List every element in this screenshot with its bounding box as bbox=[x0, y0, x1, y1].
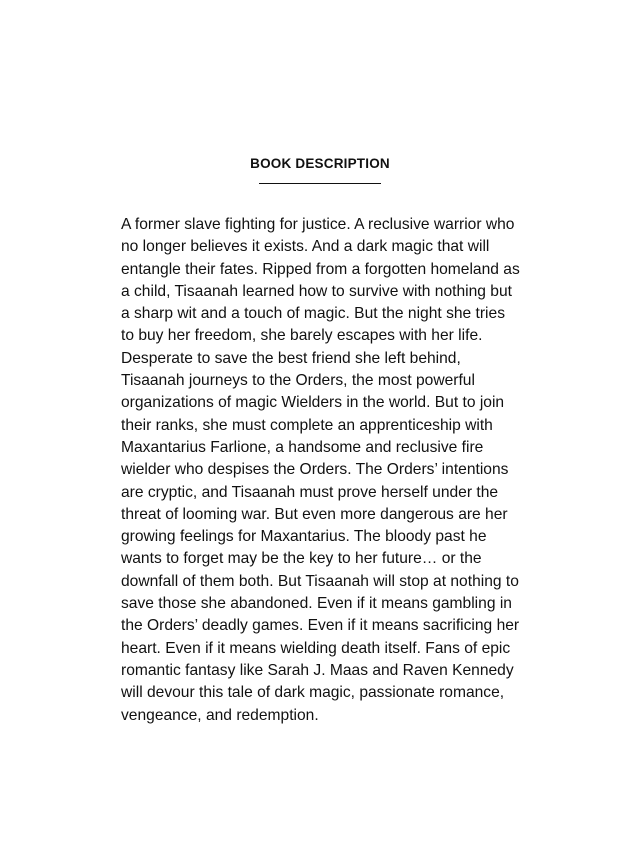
book-description-text: A former slave fighting for justice. A reclusive warrior who no longer believes it exists. And a dark magic that will entangle their fates. Ripped from a forgotten homeland as a child, Tisaanah learned how to survive with nothing but a sharp wit and a touch of magic. But the night she tries to buy her freedom, she barely escapes with her life. Desperate to save the best friend she left behind, Tisaanah journeys to the Orders, the most powerful organizations of magic Wielders in the world. But to join their ranks, she must complete an apprenticeship with Maxantarius Farlione, a handsome and reclusive fire wielder who despises the Orders. The Orders’ intentions are cryptic, and Tisaanah must prove herself under the threat of looming war. But even more dangerous are her growing feelings for Maxantarius. The bloody past he wants to forget may be the key to her future… or the downfall of them both. But Tisaanah will stop at nothing to save those she abandoned. Even if it means gambling in the Orders’ deadly games. Even if it means sacrificing her heart. Even if it means wielding death itself. Fans of epic romantic fantasy like Sarah J. Maas and Raven Kennedy will devour this tale of dark magic, passionate romance, vengeance, and redemption. bbox=[121, 216, 520, 724]
heading-underline-divider bbox=[259, 183, 381, 184]
section-heading: BOOK DESCRIPTION bbox=[250, 156, 390, 171]
